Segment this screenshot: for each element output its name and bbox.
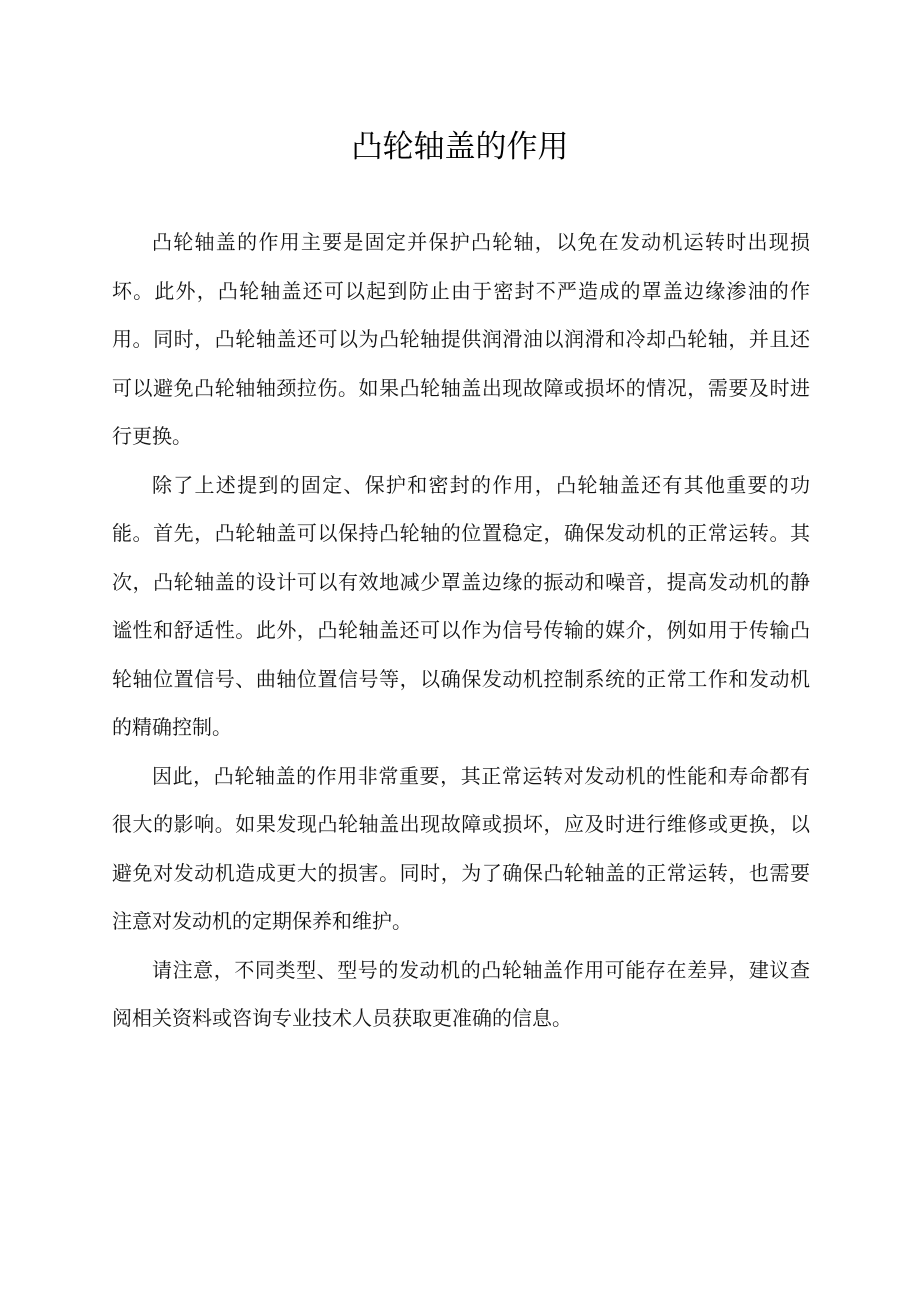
- paragraph-2: 除了上述提到的固定、保护和密封的作用，凸轮轴盖还有其他重要的功能。首先，凸轮轴盖可以保持凸轮轴的位置稳定，确保发动机的正常运转。其次，凸轮轴盖的设计可以有效地减少罩盖边缘的振动和噪音，提高发动机的静谧性和舒适性。此外，凸轮轴盖还可以作为信号传输的媒介，例如用于传输凸轮轴位置信号、曲轴位置信号等，以确保发动机控制系统的正常工作和发动机的精确控制。: [112, 472, 810, 739]
- paragraph-1: 凸轮轴盖的作用主要是固定并保护凸轮轴，以免在发动机运转时出现损坏。此外，凸轮轴盖还可以起到防止由于密封不严造成的罩盖边缘渗油的作用。同时，凸轮轴盖还可以为凸轮轴提供润滑油以润滑和冷却凸轮轴，并且还可以避免凸轮轴轴颈拉伤。如果凸轮轴盖出现故障或损坏的情况，需要及时进行更换。: [112, 230, 810, 448]
- document-body: [112, 218, 810, 1043]
- paragraph-4: 请注意，不同类型、型号的发动机的凸轮轴盖作用可能存在差异，建议查阅相关资料或咨询专业技术人员获取更准确的信息。: [112, 957, 810, 1030]
- paragraph-3: 因此，凸轮轴盖的作用非常重要，其正常运转对发动机的性能和寿命都有很大的影响。如果发现凸轮轴盖出现故障或损坏，应及时进行维修或更换，以避免对发动机造成更大的损害。同时，为了确保凸轮轴盖的正常运转，也需要注意对发动机的定期保养和维护。: [112, 763, 810, 933]
- document-title: 凸轮轴盖的作用: [351, 129, 569, 165]
